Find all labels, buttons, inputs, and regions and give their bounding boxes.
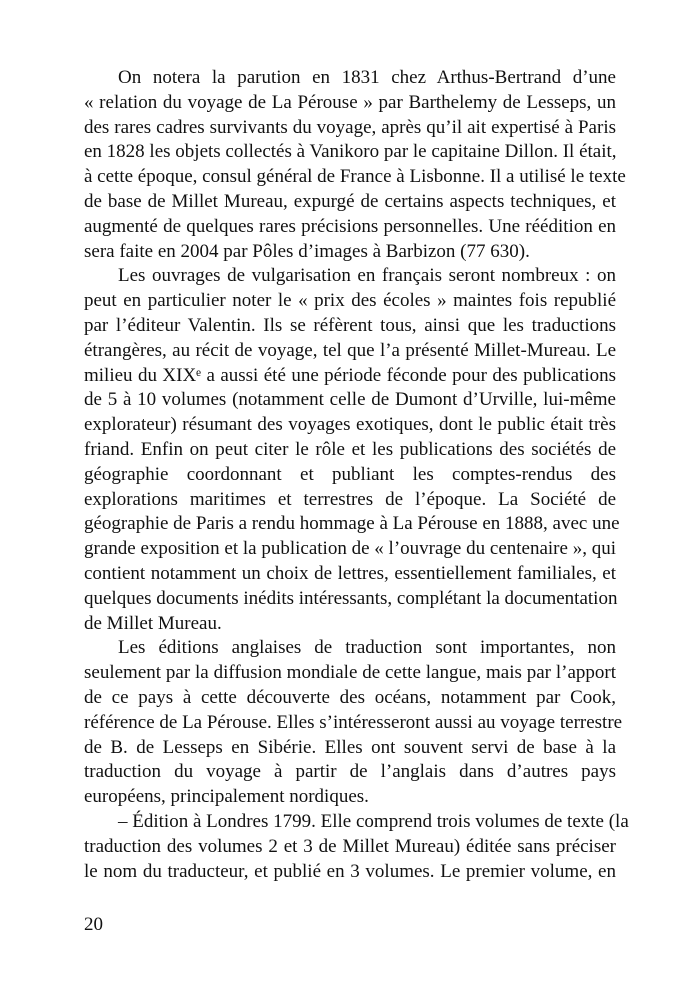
text-line: des rares cadres survivants du voyage, après qu’il ait expertisé à Paris xyxy=(84,116,616,138)
text-line: grande exposition et la publication de « l’ouvrage du centenaire », qui xyxy=(84,538,616,560)
text-line: de B. de Lesseps en Sibérie. Elles ont souvent servi de base à la xyxy=(84,736,616,758)
text-line: Les éditions anglaises de traduction sont importantes, non xyxy=(118,637,616,659)
text-line: par l’éditeur Valentin. Ils se réfèrent tous, ainsi que les traductions xyxy=(84,314,616,336)
text-line: Les ouvrages de vulgarisation en français seront nombreux : on xyxy=(118,265,616,287)
text-line: peut en particulier noter le « prix des écoles » maintes fois republié xyxy=(84,290,616,312)
text-line: géographie de Paris a rendu hommage à La Pérouse en 1888, avec une xyxy=(84,513,620,535)
text-line: – Édition à Londres 1799. Elle comprend trois volumes de texte (la xyxy=(118,810,629,832)
text-line: le nom du traducteur, et publié en 3 volumes. Le premier volume, en xyxy=(84,860,616,882)
text-line: milieu du XIXᵉ a aussi été une période féconde pour des publications xyxy=(84,364,616,386)
text-line: contient notamment un choix de lettres, essentiellement familiales, et xyxy=(84,562,616,584)
page-body xyxy=(84,66,629,884)
page-number: 20 xyxy=(84,914,103,935)
text-line: référence de La Pérouse. Elles s’intéresseront aussi au voyage terrestre xyxy=(84,711,623,733)
text-line: de Millet Mureau. xyxy=(84,612,222,634)
text-line: explorations maritimes et terrestres de l’époque. La Société de xyxy=(84,488,616,510)
text-line: européens, principalement nordiques. xyxy=(84,786,369,808)
text-line: friand. Enfin on peut citer le rôle et les publications des sociétés de xyxy=(84,438,616,460)
paragraph xyxy=(84,66,626,264)
text-line: étrangères, au récit de voyage, tel que l’a présenté Millet-Mureau. Le xyxy=(84,339,616,361)
text-line: traduction des volumes 2 et 3 de Millet Mureau) éditée sans préciser xyxy=(84,835,616,857)
text-line: géographie coordonnant et publiant les comptes-rendus des xyxy=(84,463,616,485)
text-line: « relation du voyage de La Pérouse » par Barthelemy de Lesseps, un xyxy=(84,91,616,113)
text-line: augmenté de quelques rares précisions personnelles. Une réédition en xyxy=(84,215,616,237)
text-line: traduction du voyage à partir de l’anglais dans d’autres pays xyxy=(84,761,616,783)
text-line: en 1828 les objets collectés à Vanikoro par le capitaine Dillon. Il était, xyxy=(84,141,617,163)
text-line: de ce pays à cette découverte des océans, notamment par Cook, xyxy=(84,686,616,708)
text-line: de base de Millet Mureau, expurgé de certains aspects techniques, et xyxy=(84,190,616,212)
text-line: sera faite en 2004 par Pôles d’images à Barbizon (77 630). xyxy=(84,240,530,262)
text-line: de 5 à 10 volumes (notamment celle de Dumont d’Urville, lui-même xyxy=(84,389,616,411)
paragraph xyxy=(84,636,623,810)
text-line: seulement par la diffusion mondiale de cette langue, mais par l’apport xyxy=(84,662,616,684)
text-line: explorateur) résumant des voyages exotiques, dont le public était très xyxy=(84,414,616,436)
text-line: On notera la parution en 1831 chez Arthus-Bertrand d’une xyxy=(118,67,616,88)
paragraph xyxy=(84,810,629,884)
text-line: quelques documents inédits intéressants, complétant la documentation xyxy=(84,587,618,609)
paragraph xyxy=(84,264,620,636)
text-line: à cette époque, consul général de France à Lisbonne. Il a utilisé le texte xyxy=(84,166,626,188)
